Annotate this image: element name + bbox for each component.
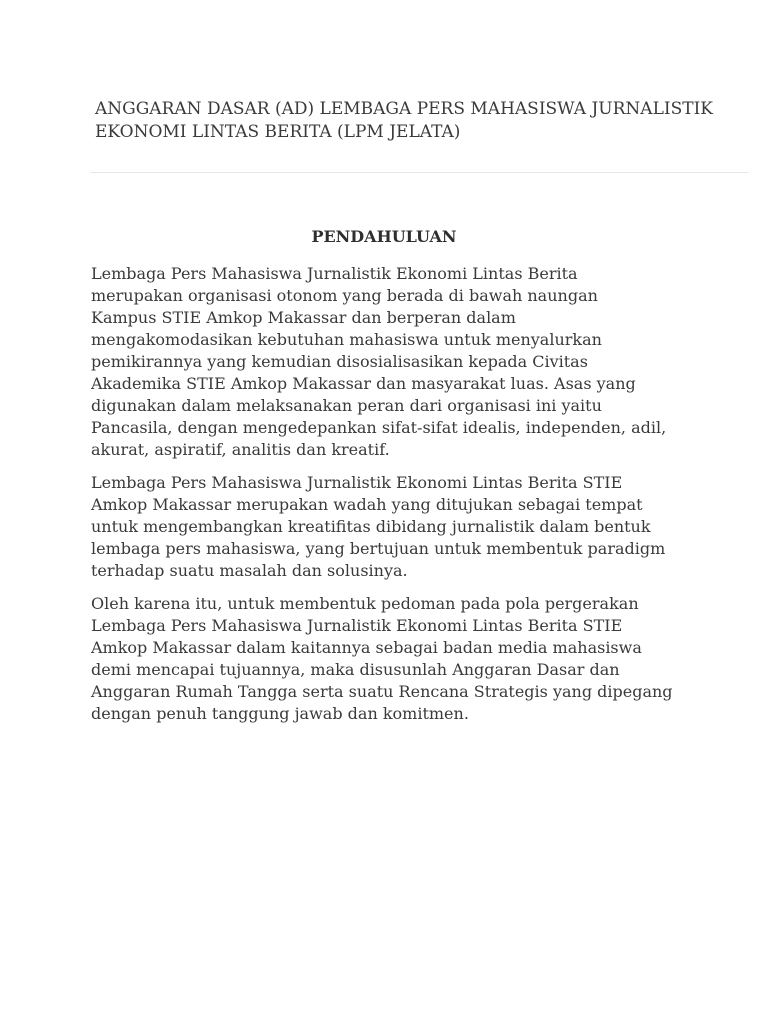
paragraph-3: Oleh karena itu, untuk membentuk pedoman pada pola pergerakan Lembaga Pers Mahasiswa Jurnalistik Ekonomi Lintas Berita STIE Amkop Makassar dalam kaitannya sebagai badan media mahasiswa demi mencapai tujuannya, maka disusunlah Anggaran Dasar dan Anggaran Rumah Tangga serta suatu Rencana Strategis yang dipegang dengan penuh tanggung jawab dan komitmen. (91, 594, 673, 723)
body-text (91, 263, 691, 736)
title-divider (90, 172, 748, 173)
document-title-text: ANGGARAN DASAR (AD) LEMBAGA PERS MAHASISWA JURNALISTIK EKONOMI LINTAS BERITA (LPM JELATA) (95, 99, 713, 142)
paragraph-1: Lembaga Pers Mahasiswa Jurnalistik Ekonomi Lintas Berita merupakan organisasi otonom yang berada di bawah naungan Kampus STIE Amkop Makassar dan berperan dalam mengakomodasikan kebutuhan mahasiswa untuk menyalurkan pemikirannya yang kemudian disosialisasikan kepada Civitas Akademika STIE Amkop Makassar dan masyarakat luas. Asas yang digunakan dalam melaksanakan peran dari organisasi ini yaitu Pancasila, dengan mengedepankan sifat-sifat idealis, independen, adil, akurat, aspiratif, analitis dan kreatif. (91, 264, 667, 459)
section-heading: PENDAHULUAN (311, 227, 457, 246)
document-title (95, 98, 735, 144)
paragraph-2: Lembaga Pers Mahasiswa Jurnalistik Ekonomi Lintas Berita STIE Amkop Makassar merupakan wadah yang ditujukan sebagai tempat untuk mengembangkan kreatifitas dibidang jurnalistik dalam bentuk lembaga pers mahasiswa, yang bertujuan untuk membentuk paradigm terhadap suatu masalah dan solusinya. (91, 473, 666, 580)
